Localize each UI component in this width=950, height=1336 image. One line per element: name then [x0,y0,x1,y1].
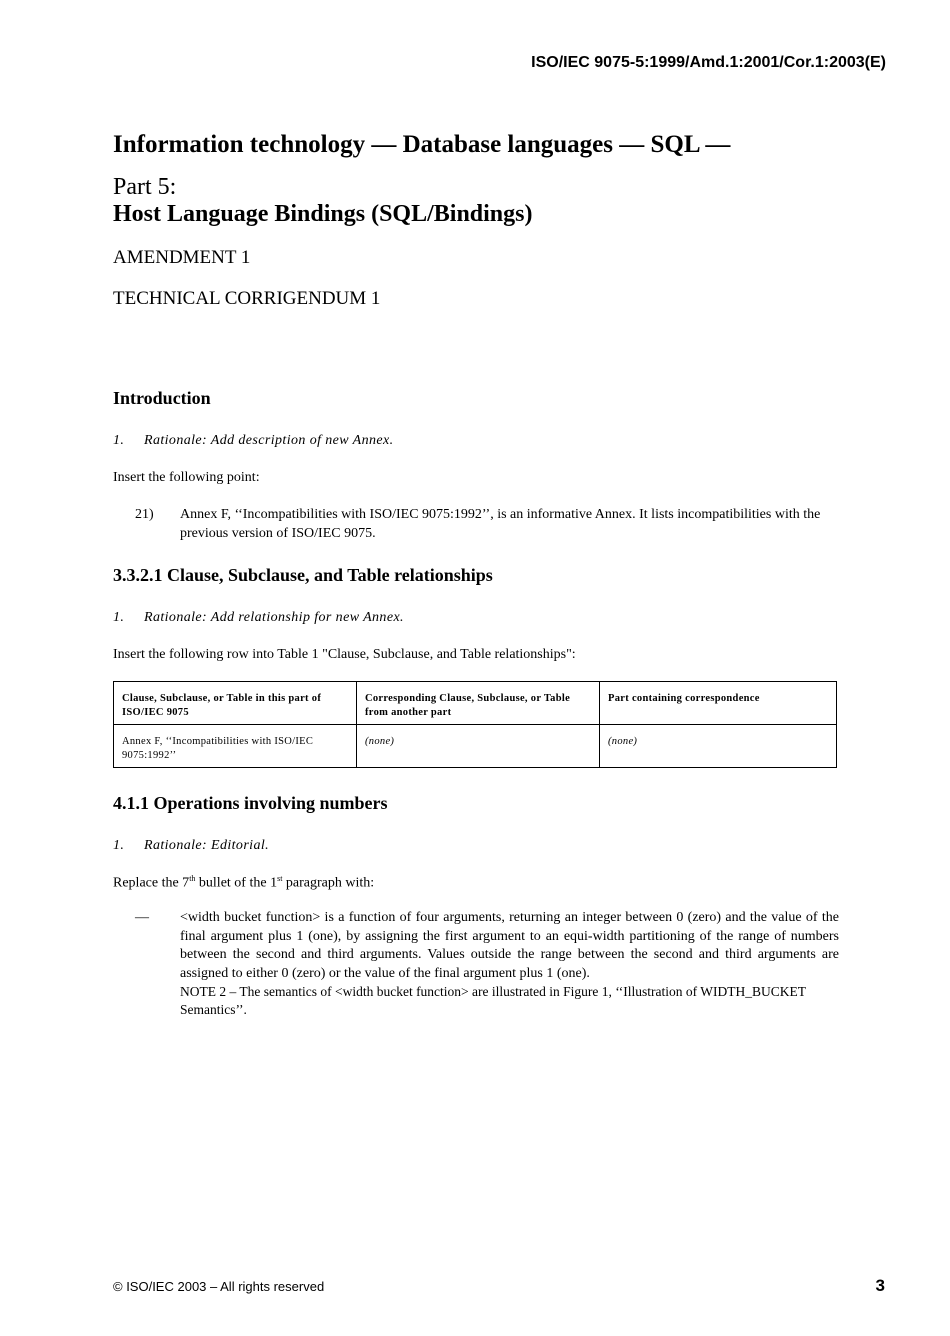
part-number: Part 5: [113,174,177,200]
part-title: Host Language Bindings (SQL/Bindings) [113,201,533,227]
table-row [114,725,837,768]
ordinal-suffix: th [189,874,196,883]
document-reference: ISO/IEC 9075-5:1999/Amd.1:2001/Cor.1:2003(E) [531,54,886,71]
table-header-row [114,682,837,725]
section-411-heading: 4.1.1 Operations involving numbers [113,793,388,813]
document-title: Information technology — Database languages — SQL — [113,131,731,158]
rationale-text: Rationale: Add description of new Annex. [144,433,394,448]
introduction-list-item [113,506,839,543]
table-cell: Annex F, ‘‘Incompatibilities with ISO/IEC 9075:1992’’ [114,725,357,768]
section-3321-instruction: Insert the following row into Table 1 "Clause, Subclause, and Table relationships": [113,647,576,662]
amendment-label: AMENDMENT 1 [113,247,251,268]
introduction-instruction: Insert the following point: [113,470,260,485]
instruction-part: paragraph with: [282,875,375,891]
note-text: NOTE 2 – The semantics of <width bucket function> are illustrated in Figure 1, ‘‘Illustration of WIDTH_BUCKET Semantics’’. [180,984,806,1017]
ordinal-suffix: st [277,874,283,883]
section-411-rationale [113,838,269,854]
table-cell: (none) [357,725,600,768]
rationale-text: Rationale: Add relationship for new Annex. [144,610,404,625]
rationale-number: 1. [113,838,125,853]
section-3321-rationale [113,610,404,626]
rationale-number: 1. [113,610,125,625]
instruction-part: bullet of the 1 [195,875,278,891]
relationships-table [113,681,837,768]
corrigendum-label: TECHNICAL CORRIGENDUM 1 [113,288,381,309]
section-411-instruction [113,874,374,892]
section-3321-heading: 3.3.2.1 Clause, Subclause, and Table relationships [113,565,493,585]
rationale-number: 1. [113,433,125,448]
bullet-text: <width bucket function> is a function of four arguments, returning an integer between 0 (zero) and the value of the final argument plus 1 (one), by assigning the first argument to an equi-width partitioning of the range of numbers between the second and third arguments. Values outside the range between the second and third arguments are assigned to either 0 (zero) or the value of the final argument plus 1 (one). [180,910,839,981]
rationale-text: Rationale: Editorial. [144,838,270,853]
list-item-marker: 21) [135,507,154,522]
replacement-bullet [113,909,839,1019]
page-number: 3 [875,1276,885,1295]
introduction-heading: Introduction [113,388,211,408]
table-cell: (none) [600,725,837,768]
instruction-part: Replace the 7 [113,875,190,891]
table-header-cell: Part containing correspondence [600,682,837,725]
list-item-text: Annex F, ‘‘Incompatibilities with ISO/IEC 9075:1992’’, is an informative Annex. It lists incompatibilities with the previous version of ISO/IEC 9075. [180,507,821,541]
table-header-cell: Corresponding Clause, Subclause, or Table from another part [357,682,600,725]
introduction-rationale [113,433,394,449]
copyright-notice: © ISO/IEC 2003 – All rights reserved [113,1279,325,1294]
bullet-marker: — [135,910,149,925]
table-header-cell: Clause, Subclause, or Table in this part of ISO/IEC 9075 [114,682,357,725]
